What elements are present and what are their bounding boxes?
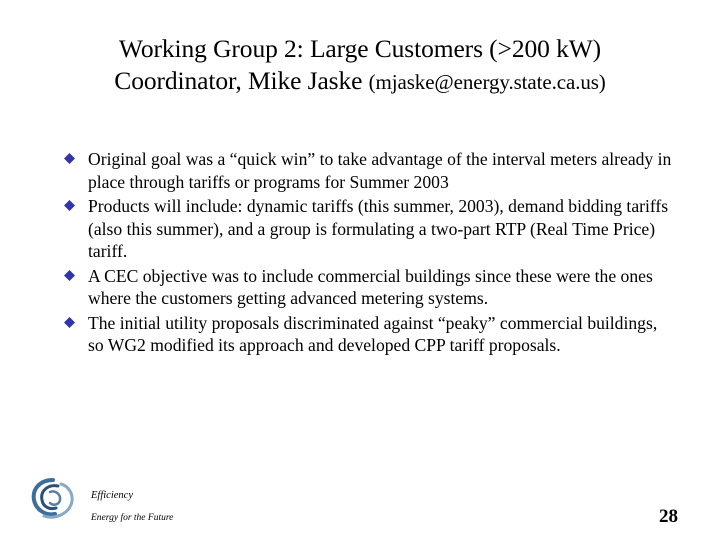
coordinator-email: (mjaske@energy.state.ca.us) — [368, 70, 606, 94]
bullet-text: Products will include: dynamic tariffs (this summer, 2003), demand bidding tariffs (also this summer), and a group is formulating a two-part RTP (Real Time Price) tariff. — [88, 196, 669, 261]
diamond-bullet-icon — [64, 317, 75, 328]
bullet-item — [64, 312, 674, 357]
diamond-bullet-icon — [64, 153, 75, 164]
title-line-1: Working Group 2: Large Customers (>200 kW) — [118, 34, 602, 63]
swirl-logo-icon — [28, 476, 78, 522]
bullet-text: The initial utility proposals discriminated against “peaky” commercial buildings, so WG2 modified its approach and developed CPP tariff proposals. — [88, 312, 658, 355]
brand-tagline: Energy for the Future — [91, 513, 174, 523]
bullet-item — [64, 148, 674, 193]
diamond-bullet-icon — [64, 200, 75, 211]
title-line-2 — [40, 65, 680, 98]
brand-word: Efficiency — [91, 490, 133, 501]
bullet-text: Original goal was a “quick win” to take advantage of the interval meters already in place through tariffs or programs for Summer 2003 — [88, 149, 672, 192]
diamond-bullet-icon — [64, 270, 75, 281]
coordinator-name: Coordinator, Mike Jaske — [114, 66, 369, 95]
bullet-list — [64, 148, 674, 359]
slide-title — [40, 33, 680, 98]
bullet-item — [64, 195, 674, 263]
bullet-item — [64, 265, 674, 310]
page-number: 28 — [659, 506, 678, 527]
bullet-text: A CEC objective was to include commercial buildings since these were the ones where the customers getting advanced metering systems. — [88, 265, 653, 308]
